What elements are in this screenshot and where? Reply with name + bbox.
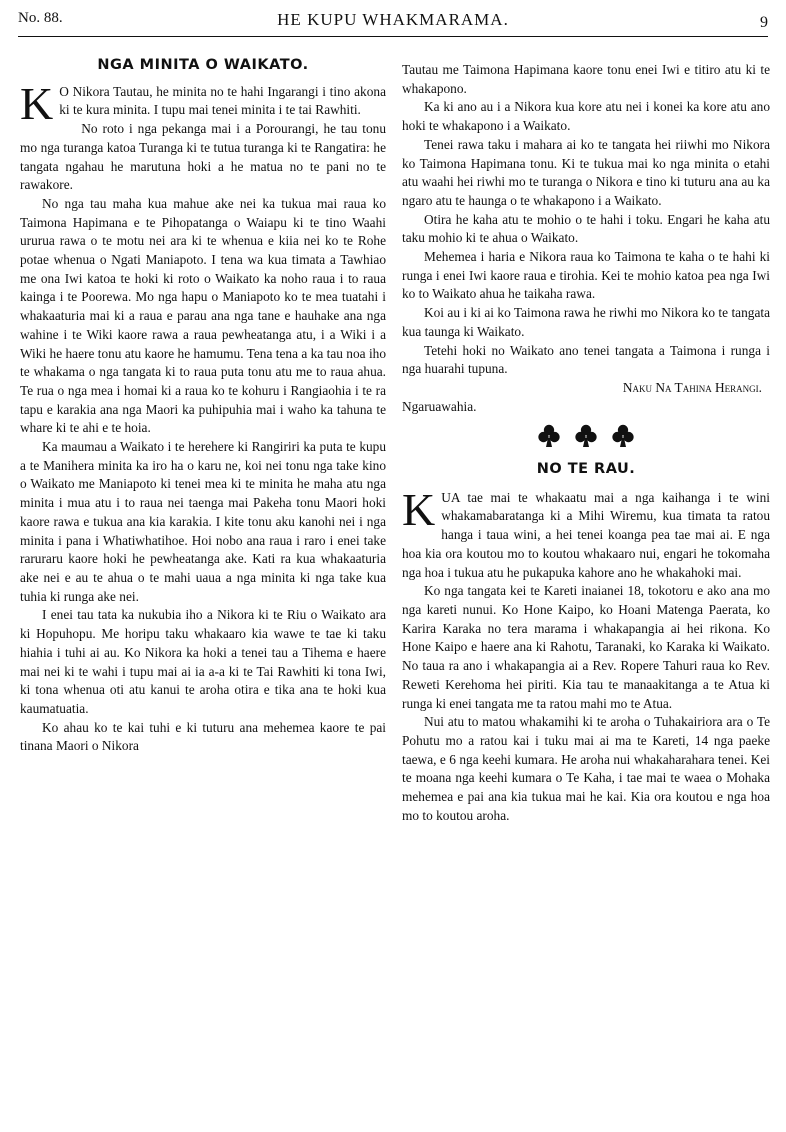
author-signature: Naku Na Tahina Herangi. xyxy=(622,379,762,395)
article-paragraph: No roto i nga pekanga mai i a Porourangi, he tau tonu mo nga turanga katoa Turanga ki te tutua turanga ki te Rangatira: he tangata ngahau he marutuna hoki a he matua no te pani no te rawakore. xyxy=(20,121,386,193)
clubs-ornament xyxy=(402,424,770,454)
right-column xyxy=(402,61,770,825)
article-paragraph: I enei tau tata ka nukubia iho a Nikora ki te Riu o Waikato ara ki Hopuhopu. Me horipu taku whakaaro kia wawe te tae ki taku hiahia i tuhi ai au. Ko Nikora ka hoki a tenei tau a Tihema e haere mai nei ki te wahi i tupu mai ai ia a-a ki te Tai Rawhiti ki tona Iwi, ki tona whenua oti atu kanui te aroha otira e tika ana te hoki kua kaumatuatia. xyxy=(20,607,386,716)
article-heading-nga-minita: NGA MINITA O WAIKATO. xyxy=(97,57,309,73)
header-rule xyxy=(18,36,768,37)
article-paragraph: KUA tae mai te whakaatu mai a nga kaihanga i te wini whakamabaratanga ki a Mihi Wiremu, kua timata ta ratou hanga i taua wini, a hei tenei koanga pea tae mai ai. E nga hoa kia ora koutou mo to koutou whakaaro nui, engari he tokomaha nga hoa i tukua atu he pukapuka kahore ano he whakahoki mai. xyxy=(402,483,770,580)
issue-number: No. 88. xyxy=(18,10,63,26)
club-icon xyxy=(575,424,597,448)
page-number: 9 xyxy=(760,14,768,31)
article-paragraph: Mehemea i haria e Nikora raua ko Taimona te kaha o te hahi ki runga i enei Iwi kaore raua e tirohia. Kei te mohio katoa pea nga Iwi ko to Waikato ahua he taikaha rawa. xyxy=(402,249,770,302)
page-header xyxy=(18,8,768,38)
article-paragraph: Ko nga tangata kei te Kareti inaianei 18, tokotoru e ako ana mo nga kareti nunui. Ko Hone Kaipo, ko Hoani Matenga Paerata, ko Karira Karaka no tera marama i whakapangia ai hei rikona. Ko Hone Kaipo e haere ana ki Rahotu, Taranaki, ko Karaka ki Waikato. No taua ra ano i whakapangia ai a Rev. Ropere Tahuri raua ko Rev. Reweti Kerehoma hei piriti. Kia tau te manaakitanga a te Atua ki runga ki enei tangata me ta ratou mahi mo te Atua. xyxy=(402,583,770,711)
article-paragraph: Nui atu to matou whakamihi ki te aroha o Tuhakairiora ara o Te Pohutu mo a ratou kai i tuku mai ai ma te Kareti, 14 nga paeke taewa, e 6 nga keehi kumara. He aroha nui whakaharahara tenei. Kei te moana nga keehi kumara o Te Kaha, i tae mai te waea o Mohaka mehemea e pai ana kia tukua mai he kai. Kia ora koutou e nga hoa mo to koutou aroha. xyxy=(402,714,770,823)
article-paragraph: Ka maumau a Waikato i te herehere ki Rangiriri ka puta te kupu a te Manihera minita ka iro ha o karu ne, koi nei tonu nga take kino o Waikato me Maniapoto ki tenei mea ki te minita he maha atu nga minita i mua atu i to raua nei taenga mai Pakeha tonu Maori hoki kaore rawa e tukua ana kia karakia. I kite tonu aku kanohi nei i nga minita i pana i Whatiwhatihoe. Hoi nobo ana raua i raro i enei take raruraru kaore hoki he pewheatanga ake. Kati ra kua whakaaturia ake nei e au te ahua o te mahi uaua a nga minita ki nga take kua tuhia ki runga ake nei. xyxy=(20,439,386,604)
article-paragraph: Koi au i ki ai ko Taimona rawa he riwhi mo Nikora ko te tangata kua taunga ki Waikato. xyxy=(402,305,770,339)
article-paragraph: Otira he kaha atu te mohio o te hahi i toku. Engari he kaha atu taku mohio ki te ahua o Waikato. xyxy=(402,211,770,246)
article-paragraph: K O Nikora Tautau, he minita no te hahi Ingarangi i tino akona ki te kura minita. I tupu mai tenei minita i te tai Rawhiti. xyxy=(20,77,386,129)
article-paragraph: Tetehi hoki no Waikato ano tenei tangata a Taimona i runga i nga huarahi tupuna. xyxy=(402,342,770,377)
drop-cap: K xyxy=(20,77,54,129)
article-paragraph: No nga tau maha kua mahue ake nei ka tukua mai raua ko Taimona Hapimana e te Pihopatanga o Waiapu ki te tino Waahi ururua rawa o te motu nei ara ki te whenua e kiia nei ko te Rohe potae whenua o Ngati Maniapoto. I tena wa kua timata a Tawhiao me ona Iwi katoa te hoki ki roto o Waikato ka noho raua i to raua kainga i te Poorewa. Mo nga hapu o Maniapoto ko te mea tuatahi i whakaaturia mai ki a raua e parau ana nga tane e hauhake ana nga wahine i te Wiki kaore rawa a raua pewheatanga atu, i a Wiki i a Wiki he haere tonu atu kaore he hamumu. Tena tena a ka tau noa iho te whakama o nga tangata ki to raua puta tonu atu me to raua ahua. Te rua o nga mea i homai ki a raua ko te kohuru i Rangiaohia i te ra tapu e karakia ana nga Maori ka puhipuhia mai i waho ka tahuna te whare ki te ahi e te hoia. xyxy=(20,195,386,436)
club-icon xyxy=(538,424,560,448)
article-paragraph: Ka ki ano au i a Nikora kua kore atu nei i konei ka kore atu ano hoki te whakapono i a Waikato. xyxy=(402,99,770,134)
article-paragraph: Ko ahau ko te kai tuhi e ki tuturu ana mehemea kaore te pai tinana Maori o Nikora xyxy=(20,719,386,754)
drop-cap: K xyxy=(402,483,436,535)
left-column xyxy=(20,50,386,756)
article-heading-no-te-rau: NO TE RAU. xyxy=(536,461,636,478)
author-place: Ngaruawahia. xyxy=(402,398,477,414)
article-paragraph: Tautau me Taimona Hapimana kaore tonu enei Iwi e titiro atu ki te whakapono. xyxy=(402,62,770,96)
club-icon xyxy=(612,424,634,448)
publication-title: HE KUPU WHAKMARAMA. xyxy=(277,10,509,29)
article-paragraph: Tenei rawa taku i mahara ai ko te tangata hei riiwhi mo Nikora ko Taimona Hapimana tonu. Ki te tukua mai ko nga minita o etahi atu waahi hei riwhi mo te turanga o Nikora e tino ki tuturu ana au ka ngaro atu te haunga o te whakapono i a Waikato. xyxy=(402,136,770,208)
